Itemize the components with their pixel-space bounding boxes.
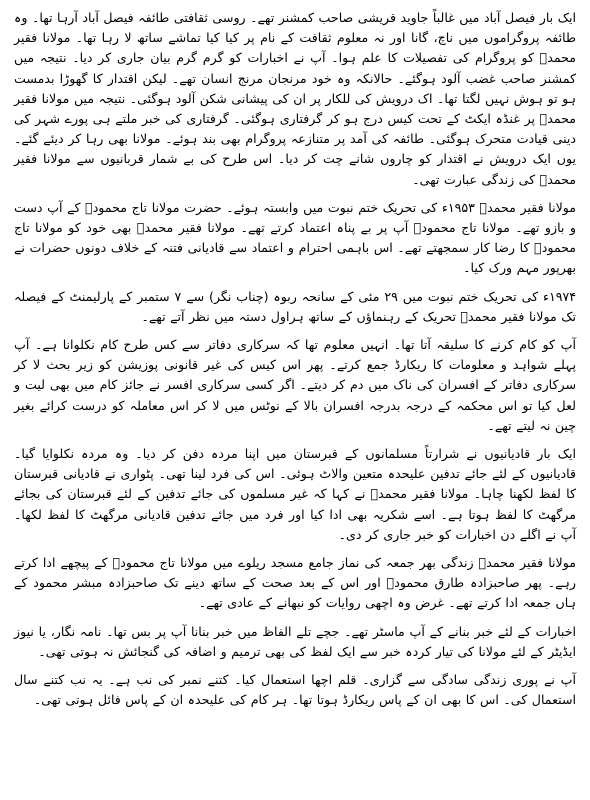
paragraph-2: مولانا فقیر محمدؒ ۱۹۵۳ء کی تحریک ختم نبوت میں وابستہ ہوئے۔ حضرت مولانا تاج محمودؒ کے آپ دست و بازو تھے۔ مولانا تاج محمودؒ آپ پر بے پناہ اعتماد کرتے تھے۔ مولانا فقیر محمدؒ بھی خود کو مولانا تاج محمودؒ کا رضا کار سمجھتے تھے۔ اس باہمی احترام و اعتماد سے قادیانی فتنہ کے خلاف دونوں حضرات نے بھرپور مہم ورک کیا۔: [14, 199, 577, 276]
paragraph-6: مولانا فقیر محمدؒ زندگی بھر جمعہ کی نماز جامع مسجد ریلوے میں مولانا تاج محمودؒ کے پیچھے ادا کرتے رہے۔ پھر صاحبزادہ طارق محمودؒ اور اس کے بعد صحت کے ساتھ دینے تک صاحبزادہ مبشر محمود کے ہاں جمعہ ادا کرتے تھے۔ غرض وہ اچھی روایات کو نبھانے کے عادی تھے۔: [14, 555, 576, 611]
document-page: [14, 8, 576, 719]
paragraph-7: اخبارات کے لئے خبر بنانے کے آپ ماسٹر تھے۔ جچے تلے الفاظ میں خبر بنانا آپ پر بس تھا۔ نامہ نگار، یا نیوز ایڈیٹر کے لئے مولانا کی تیار کردہ خبر سے ایک لفظ کی بھی ترمیم و اضافہ کی گنجائش نہ ہوتی تھی۔: [14, 623, 576, 659]
paragraph-4: آپ کو کام کرنے کا سلیقہ آتا تھا۔ انہیں معلوم تھا کہ سرکاری دفاتر سے کس طرح کام نکلوانا ہے۔ آپ پہلے شواہد و معلومات کا ریکارڈ جمع کرتے۔ پھر اس کیس کی غیر قانونی پوزیشن کو زیر بحث لا کر سرکاری دفاتر کے افسران کی ناک میں دم کر دیتے۔ اگر کسی سرکاری افسر نے جائز کام میں بھی لیت و لعل کیا تو اس محکمہ کے درجہ بدرجہ افسران بالا کے نوٹس میں لا کر اس معاملہ کو درست کرائے بغیر چین نہ لیتے تھے۔: [14, 337, 576, 433]
paragraph-3: ۱۹۷۴ء کی تحریک ختم نبوت میں ۲۹ مئی کے سانحہ ربوہ (چناب نگر) سے ۷ ستمبر کے پارلیمنٹ کے فیصلہ تک مولانا فقیر محمدؒ تحریک کے رہنماؤں کے ساتھ ہراول دستہ میں نظر آتے تھے۔: [14, 288, 576, 324]
paragraph-5: ایک بار قادیانیوں نے شرارتاً مسلمانوں کے قبرستان میں اپنا مردہ دفن کر دیا۔ وہ مردہ نکلوایا گیا۔ قادیانیوں کے لئے جائے تدفین علیحدہ متعین والاٹ ہوئی۔ اس کی فرد لینا تھی۔ پٹواری نے قادیانی قبرستان کا لفظ لکھنا چاہا۔ مولانا فقیر محمدؒ نے کہا کہ غیر مسلموں کی جائے تدفین کے لئے قبرستان کی بجائے مرگھٹ کا لفظ ہوتا ہے۔ اسے شکریہ بھی ادا کیا اور فرد میں جائے تدفین قادیانی مرگھٹ کا لفظ لکھا۔ آپ نے اگلے دن اخبارات کو خبر جاری کر دی۔: [14, 446, 576, 542]
paragraph-8: آپ نے پوری زندگی سادگی سے گزاری۔ قلم اچھا استعمال کیا۔ کتنے نمبر کی نب ہے۔ یہ نب کتنے سال استعمال کی۔ اس کا بھی ان کے پاس ریکارڈ ہوتا تھا۔ ہر کام کی علیحدہ ان کے پاس فائل ہوتی تھی۔: [14, 672, 576, 708]
paragraph-1: ایک بار فیصل آباد میں غالباً جاوید قریشی صاحب کمشنر تھے۔ روسی ثقافتی طائفہ فیصل آباد آرہا تھا۔ وہ طائفہ پروگراموں میں ناچ، گانا اور نہ معلوم ثقافت کے نام پر کیا کیا تماشے ساتھ لا رہا تھا۔ مولانا فقیر محمدؒ کو پروگرام کی تفصیلات کا علم ہوا۔ آپ نے اخبارات کو گرم گرم بیان جاری کر دیا۔ نتیجہ میں کمشنر صاحب غضب آلود ہوگئے۔ حالانکہ وہ خود مرنجان مرنج انسان تھے۔ لیکن اقتدار کا گھوڑا بدمست ہو تو ہوش نہیں لگتا تھا۔ اک درویش کی للکار پر ان کی پیشانی شکن آلود ہوگئی۔ نتیجہ میں مولانا فقیر محمدؒ پر غنڈہ ایکٹ کے تحت کیس درج ہو کر گرفتاری ہوگئی۔ گرفتاری کی خبر ملتے ہی پورے شہر کی دینی قیادت متحرک ہوگئی۔ طائفہ کی آمد پر متنازعہ پروگرام بھی بند ہوئے۔ مولانا بھی رہا کر دیئے گئے۔ یوں ایک درویش نے اقتدار کو چاروں شانے چت کر دیا۔ اس طرح کی بے شمار قربانیوں سے مولانا فقیر محمدؒ کی زندگی عبارت تھی۔: [14, 10, 576, 187]
